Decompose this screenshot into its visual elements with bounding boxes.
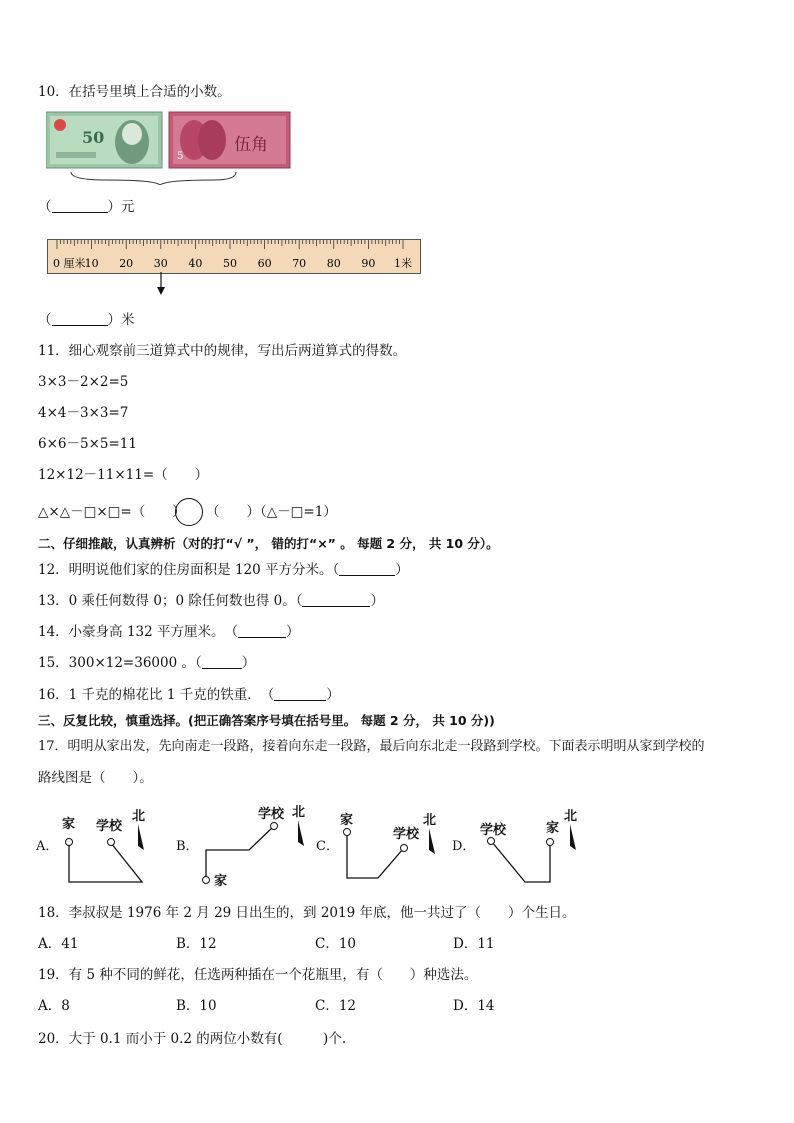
ruler-label: 20	[119, 257, 134, 270]
option-c-label[interactable]: C．	[316, 839, 339, 854]
option-a-label[interactable]: A．	[36, 839, 59, 854]
q10-answer-meter: （ ）米	[38, 312, 135, 328]
blank-yuan[interactable]	[52, 198, 108, 213]
map-b-north-label: 北	[292, 805, 306, 820]
north-arrow-icon	[570, 824, 576, 850]
map-c-home-label: 家	[340, 813, 354, 828]
q19-option-a[interactable]: A．8	[38, 998, 70, 1014]
map-c-north-label: 北	[423, 813, 437, 828]
map-b-home-label: 家	[214, 874, 228, 889]
ruler	[47, 239, 421, 274]
ruler-label: 70	[292, 257, 307, 270]
map-a-school-label: 学校	[96, 819, 123, 834]
ruler-label: 60	[257, 257, 272, 270]
q11-line-5a: △×△－□×□=（ ）	[38, 504, 186, 520]
q18-prompt: 18．李叔叔是 1976 年 2 月 29 日出生的，到 2019 年底，他一共过了（ ）个生日。	[38, 905, 576, 921]
north-arrow-icon	[298, 820, 304, 846]
q13: 13．0 乘任何数得 0；0 除任何数也得 0。（ ）	[38, 593, 384, 609]
q18-option-c[interactable]: C．10	[315, 936, 357, 952]
north-arrow-icon	[429, 828, 435, 854]
q18-option-a[interactable]: A．41	[38, 936, 79, 952]
q11-line-4: 12×12－11×11=（ ）	[38, 467, 209, 483]
ruler-label: 0 厘米	[53, 257, 86, 270]
q19-prompt: 19．有 5 种不同的鲜花，任选两种插在一个花瓶里，有（ ）种选法。	[38, 967, 478, 983]
q11-prompt: 11．细心观察前三道算式中的规律，写出后两道算式的得数。	[38, 343, 407, 359]
section3-heading: 三、反复比较，慎重选择。(把正确答案序号填在括号里。 每题 2 分， 共 10 分))	[38, 713, 495, 728]
q18-option-d[interactable]: D．11	[453, 936, 495, 952]
map-d-north-label: 北	[564, 809, 578, 824]
ruler-label: 90	[361, 257, 376, 270]
q10-answer-yuan: （ ）元	[38, 199, 135, 215]
q20-prompt: 20．大于 0.1 而小于 0.2 的两位小数有( )个.	[38, 1031, 347, 1047]
ruler-ticks	[48, 240, 420, 273]
option-d-label[interactable]: D．	[452, 839, 476, 854]
ruler-label: 50	[223, 257, 237, 270]
section2-heading: 二、仔细推敲，认真辨析（对的打“√ ”， 错的打“×” 。 每题 2 分， 共 10 分）。	[38, 536, 499, 551]
money-image	[46, 110, 292, 185]
brace-line	[71, 172, 236, 185]
ruler-label: 30	[153, 257, 168, 270]
q10-prompt: 10．在括号里填上合适的小数。	[38, 84, 231, 100]
q14: 14．小豪身高 132 平方厘米。 （ ）	[38, 624, 300, 640]
arrow-down-icon	[155, 272, 167, 296]
north-arrow-icon	[138, 824, 144, 850]
ruler-label: 10	[84, 257, 99, 270]
q15: 15．300×12=36000 。（ ）	[38, 655, 256, 671]
map-d-school-label: 学校	[480, 823, 507, 838]
map-b-school-label: 学校	[258, 807, 285, 822]
q12: 12．明明说他们家的住房面积是 120 平方分米。（ ）	[38, 562, 409, 578]
map-a-home-label: 家	[62, 817, 76, 832]
q11-line-3: 6×6－5×5=11	[38, 436, 137, 452]
blank-meter[interactable]	[52, 311, 108, 326]
q18-option-b[interactable]: B．12	[176, 936, 217, 952]
map-c-school-label: 学校	[393, 827, 420, 842]
q16: 16．1 千克的棉花比 1 千克的铁重． （ ）	[38, 687, 340, 703]
q17-line-1: 17．明明从家出发，先向南走一段路，接着向东走一段路，最后向东北走一段路到学校。下面表示明明从家到学校的	[38, 739, 705, 754]
note50-label: 50	[82, 128, 105, 147]
fifty-yuan-note-image	[46, 112, 162, 168]
q19-option-b[interactable]: B．10	[176, 998, 217, 1014]
route-maps	[30, 800, 590, 890]
note5-label: 伍角	[234, 135, 268, 155]
five-jiao-note-image	[169, 112, 290, 168]
ruler-label: 40	[188, 257, 203, 270]
q11-line-5b: （ ）（△－□=1）	[206, 504, 337, 520]
q11-line-2: 4×4－3×3=7	[38, 405, 129, 421]
q17-line-2: 路线图是（ ）。	[38, 770, 153, 786]
ruler-label: 80	[326, 257, 341, 270]
svg-text:5: 5	[177, 151, 184, 162]
map-d-home-label: 家	[546, 821, 560, 836]
map-a-north-label: 北	[132, 809, 146, 824]
q19-option-c[interactable]: C．12	[315, 998, 357, 1014]
operator-circle[interactable]	[175, 498, 203, 526]
option-b-label[interactable]: B．	[176, 839, 199, 854]
q19-option-d[interactable]: D．14	[453, 998, 495, 1014]
ruler-label: 1米	[394, 257, 412, 270]
q11-line-1: 3×3－2×2=5	[38, 374, 129, 390]
